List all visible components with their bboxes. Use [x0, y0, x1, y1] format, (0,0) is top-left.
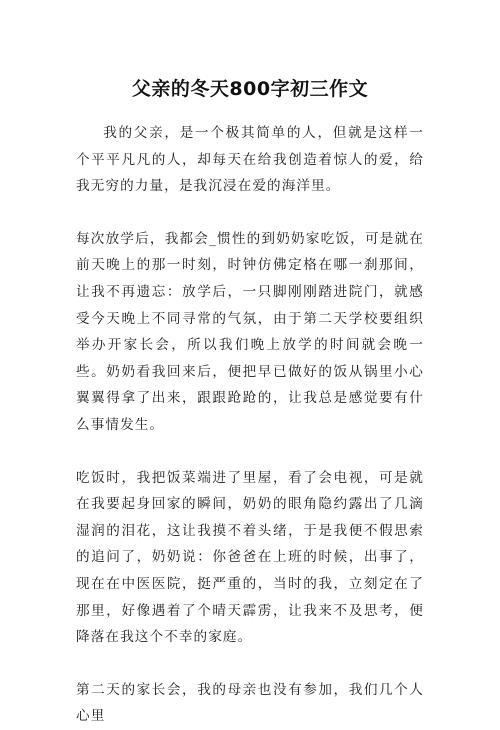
paragraph-gap — [76, 651, 424, 677]
paragraph-gap — [76, 200, 424, 226]
paragraph-1: 我的父亲，是一个极其简单的人，但就是这样一个平平凡凡的人，却每天在给我创造着惊人的爱，给我无穷的力量，是我沉浸在爱的海洋里。 — [76, 125, 424, 195]
paragraph-gap — [76, 439, 424, 465]
paragraph-4: 第二天的家长会，我的母亲也没有参加，我们几个人心里 — [76, 681, 424, 725]
document-body — [76, 120, 424, 730]
paragraph-2: 每次放学后，我都会_惯性的到奶奶家吃饭，可是就在前天晚上的那一时刻，时钟仿佛定格在哪一刹那间，让我不再遗忘：放学后，一只脚刚刚踏进院门，就感受今天晚上不同寻常的气氛，由于第二天学校要组织举办开家长会，所以我们晚上放学的时间就会晚一些。奶奶看我回来后，便把早已做好的饭从锅里小心翼翼得拿了出来，跟跟跄跄的，让我总是感觉要有什么事情发生。 — [76, 230, 424, 433]
paragraph-3: 吃饭时，我把饭菜端进了里屋，看了会电视，可是就在我要起身回家的瞬间，奶奶的眼角隐约露出了几滴湿润的泪花，这让我摸不着头绪，于是我便不假思索的追问了，奶奶说：你爸爸在上班的时候，出事了，现在在中医医院，挺严重的，当时的我，立刻定在了那里，好像遇着了个晴天霹雳，让我来不及思考，便降落在我这个不幸的家庭。 — [76, 469, 424, 646]
document-title: 父亲的冬天800字初三作文 — [131, 78, 369, 100]
